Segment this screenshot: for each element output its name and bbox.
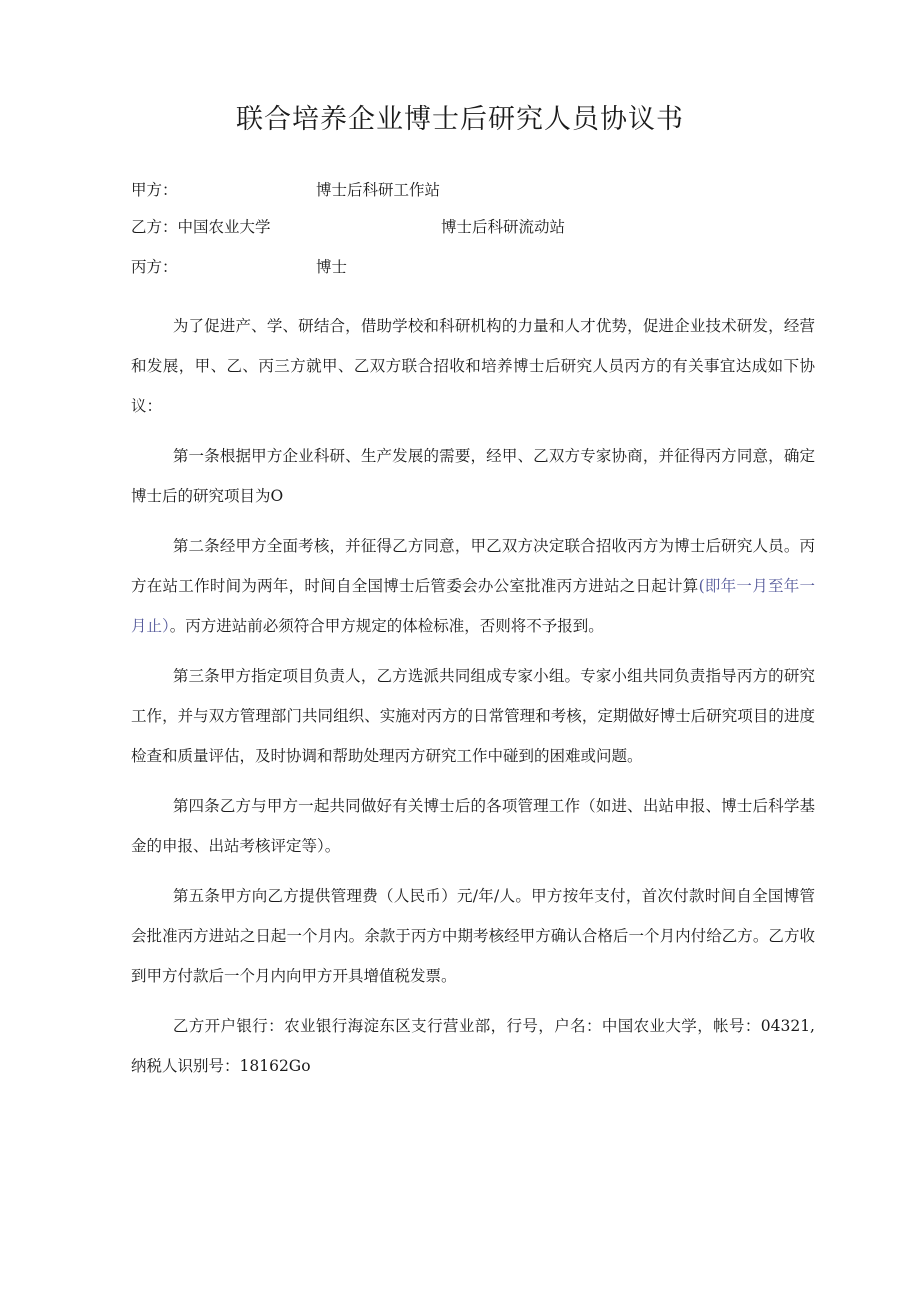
- agreement-body: [131, 306, 815, 1096]
- article-2-period: (即年一月至年一月止）: [131, 577, 815, 635]
- article-2-text: 第二条经甲方全面考核，并征得乙方同意，甲乙双方决定联合招收丙方为博士后研究人员。丙方在站工作时间为两年，时间自全国博士后管委会办公室批准丙方进站之日起计算: [131, 537, 815, 595]
- party-a-label: 甲方：: [131, 181, 178, 199]
- bank-info: 乙方开户银行：农业银行海淀东区支行营业部，行号，户名：中国农业大学，帐号：04321,纳税人识别号：18162Go: [131, 1017, 815, 1075]
- article-4: 第四条乙方与甲方一起共同做好有关博士后的各项管理工作（如进、出站申报、博士后科学基金的申报、出站考核评定等）。: [131, 797, 815, 855]
- article-2-text-end: 。丙方进站前必须符合甲方规定的体检标准，否则将不予报到。: [169, 617, 604, 635]
- party-b-value: 博士后科研流动站: [441, 218, 566, 236]
- article-1: 第一条根据甲方企业科研、生产发展的需要，经甲、乙双方专家协商，并征得丙方同意，确定博士后的研究项目为O: [131, 447, 815, 505]
- article-5: 第五条甲方向乙方提供管理费（人民币）元/年/人。甲方按年支付，首次付款时间自全国博管会批准丙方进站之日起一个月内。余款于丙方中期考核经甲方确认合格后一个月内付给乙方。乙方收到甲方付款后一个月内向甲方开具增值税发票。: [131, 887, 815, 985]
- intro-paragraph: 为了促进产、学、研结合，借助学校和科研机构的力量和人才优势，促进企业技术研发，经营和发展，甲、乙、丙三方就甲、乙双方联合招收和培养博士后研究人员丙方的有关事宜达成如下协议：: [131, 317, 815, 415]
- party-c-label: 丙方：: [131, 258, 178, 276]
- document-title: 联合培养企业博士后研究人员协议书: [236, 104, 684, 135]
- article-3: 第三条甲方指定项目负责人，乙方选派共同组成专家小组。专家小组共同负责指导丙方的研究工作，并与双方管理部门共同组织、实施对丙方的日常管理和考核，定期做好博士后研究项目的进度检查和质量评估，及时协调和帮助处理丙方研究工作中碰到的困难或问题。: [131, 667, 815, 765]
- party-a-value: 博士后科研工作站: [316, 181, 441, 199]
- party-b-label: 乙方：中国农业大学: [131, 218, 271, 236]
- article-2: [131, 526, 815, 646]
- party-c-value: 博士: [316, 258, 348, 276]
